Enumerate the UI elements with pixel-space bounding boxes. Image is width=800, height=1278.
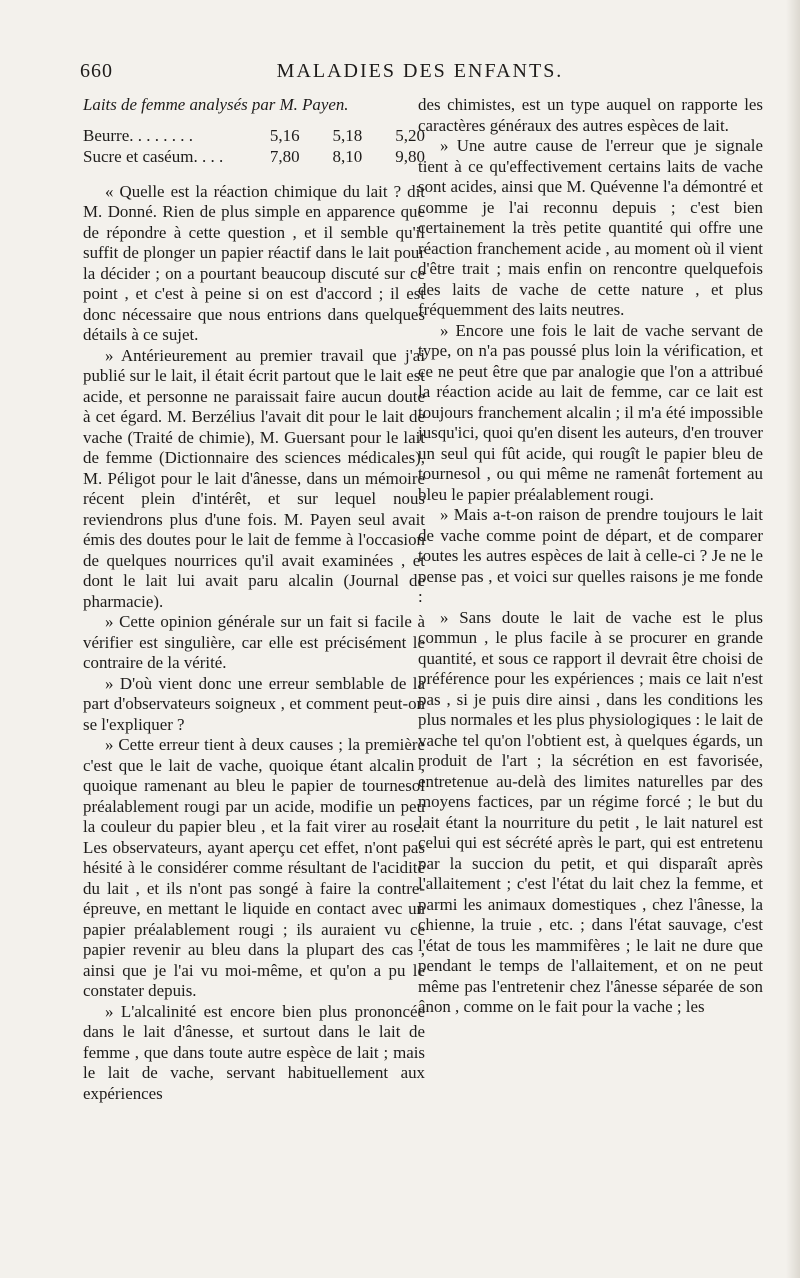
page-number: 660 <box>80 60 113 82</box>
table-cell: 5,20 <box>395 125 425 145</box>
paragraph: » D'où vient donc une erreur semblable de la part d'observateurs soigneux , et comment peut-on se l'expliquer ? <box>83 673 425 734</box>
paragraph: « Quelle est la réaction chimique du lait ? dit M. Donné. Rien de plus simple en apparence que de répondre à cette question , et il semble qu'il suffit de plonger un papier réactif dans le lait pour la décider ; on a pourtant beaucoup discuté sur ce point , et c'est à peine si on est d'accord ; il est donc nécessaire que nous entrions dans quelques détails à ce sujet. <box>83 181 425 344</box>
table-cell: 9,80 <box>395 146 425 166</box>
right-column <box>418 95 763 1018</box>
table-cell: 7,80 <box>269 146 300 166</box>
table-cell: 5,18 <box>332 125 363 145</box>
table-row <box>83 126 425 147</box>
page-header <box>80 60 760 90</box>
paragraph: » Cette opinion générale sur un fait si facile à vérifier est singulière, car elle est précisément le contraire de la vérité. <box>83 612 425 672</box>
paragraph: » Antérieurement au premier travail que j'ai publié sur le lait, il était écrit partout que le lait est acide, et personne ne paraissait faire aucun doute à cet égard. M. Berzélius l'avait dit pour le lait de vache (Traité de chimie), M. Guersant pour le lait de femme (Dictionnaire des sciences médicales), M. Péligot pour le lait d'ânesse, dans un mémoire récent plein d'intérêt, et sur lequel nous reviendrons plus d'une fois. M. Payen seul avait émis des doutes pour le lait de femme à l'occasion de quelques nourrices qu'il avait examinées , et dont le lait lui avait paru alcalin (Journal de pharmacie). <box>83 345 425 611</box>
paragraph: » Cette erreur tient à deux causes ; la première c'est que le lait de vache, quoique étant alcalin , quoique ramenant au bleu le papier de tournesol préalablement rougi par un acide, modifie un peu la couleur du papier bleu , et la fait virer au rose. Les observateurs, ayant aperçu cet effet, n'ont pas hésité à le considérer comme résultant de l'acidité du lait , et ils n'ont pas songé à faire la contre-épreuve, en mettant le liquide en contact avec un papier préalablement rougi ; ils auraient vu ce papier revenir au bleu dans la plupart des cas , ainsi que je l'ai vu moi-même, et qu'on a pu le constater depuis. <box>83 735 425 1000</box>
page-edge-shadow <box>786 0 800 1278</box>
row-label: Sucre et caséum. . . . <box>83 146 224 166</box>
paragraph: » Une autre cause de l'erreur que je signale tient à ce qu'effectivement certains laits de vache sont acides, ainsi que M. Quévenne l'a démontré et comme je l'ai reconnu depuis ; c'est bien certainement la très petite quantité qui offre une réaction franchement acide , au moment où il vient d'être trait ; mais enfin on rencontre quelquefois des laits de vache de cette nature , et plus fréquemment des laits neutres. <box>418 136 763 319</box>
paragraph: » Sans doute le lait de vache est le plus commun , le plus facile à se procurer en grande quantité, et sous ce rapport il devrait être choisi de préférence pour les expériences ; mais ce lait n'est pas , si je puis dire ainsi , dans les conditions les plus normales et les plus physiologiques : le lait de vache tel qu'on l'obtient est, à quelques égards, un produit de l'art ; la sécrétion en est favorisée, entretenue au-delà des limites naturelles par des moyens factices, par un régime forcé ; le but du lait étant la nourriture du petit , le lait naturel est celui qui est sécrété après le part, qui est entretenu par la succion du petit, et qui disparaît après l'allaitement ; c'est l'état du lait chez la femme, et parmi les animaux domestiques , chez l'ânesse, la chienne, la truie , etc. ; dans l'état sauvage, c'est l'état de tous les mammifères ; le lait ne dure que pendant le temps de l'allaitement, et on ne peut même pas l'entretenir chez l'ânesse séparée de son ânon , comme on le fait pour la vache ; les <box>418 607 763 1016</box>
paragraph: » Mais a-t-on raison de prendre toujours le lait de vache comme point de départ, et de comparer toutes les autres espèces de lait à celle-ci ? Je ne le pense pas , et voici sur quelles raisons je me fonde : <box>418 505 763 606</box>
table-cell: 5,16 <box>269 125 300 145</box>
table-cell: 8,10 <box>332 146 363 166</box>
paragraph: » L'alcalinité est encore bien plus prononcée dans le lait d'ânesse, et surtout dans le lait de femme , que dans toute autre espèce de lait ; mais le lait de vache, servant habituellement aux expériences <box>83 1001 425 1103</box>
table-caption: Laits de femme analysés par M. Payen. <box>83 95 349 114</box>
row-label: Beurre. . . . . . . . <box>83 125 194 145</box>
paragraph-continued: des chimistes, est un type auquel on rapporte les caractères généraux des autres espèces de lait. <box>418 95 763 135</box>
paragraph: » Encore une fois le lait de vache servant de type, on n'a pas poussé plus loin la vérification, et ce ne peut être que par analogie que l'on a attribué la réaction acide au lait de femme, car ce lait est toujours franchement alcalin ; il m'a été impossible jusqu'ici, quoi qu'en disent les auteurs, d'en trouver un seul qui fût acide, qui rougît le papier bleu de tournesol , ou qui même ne ramenât fortement au bleu le papier préalablement rougi. <box>418 320 763 504</box>
running-title: MALADIES DES ENFANTS. <box>276 60 564 82</box>
left-column <box>83 95 425 1104</box>
table-row <box>83 147 425 168</box>
milk-analysis-table <box>83 126 425 168</box>
